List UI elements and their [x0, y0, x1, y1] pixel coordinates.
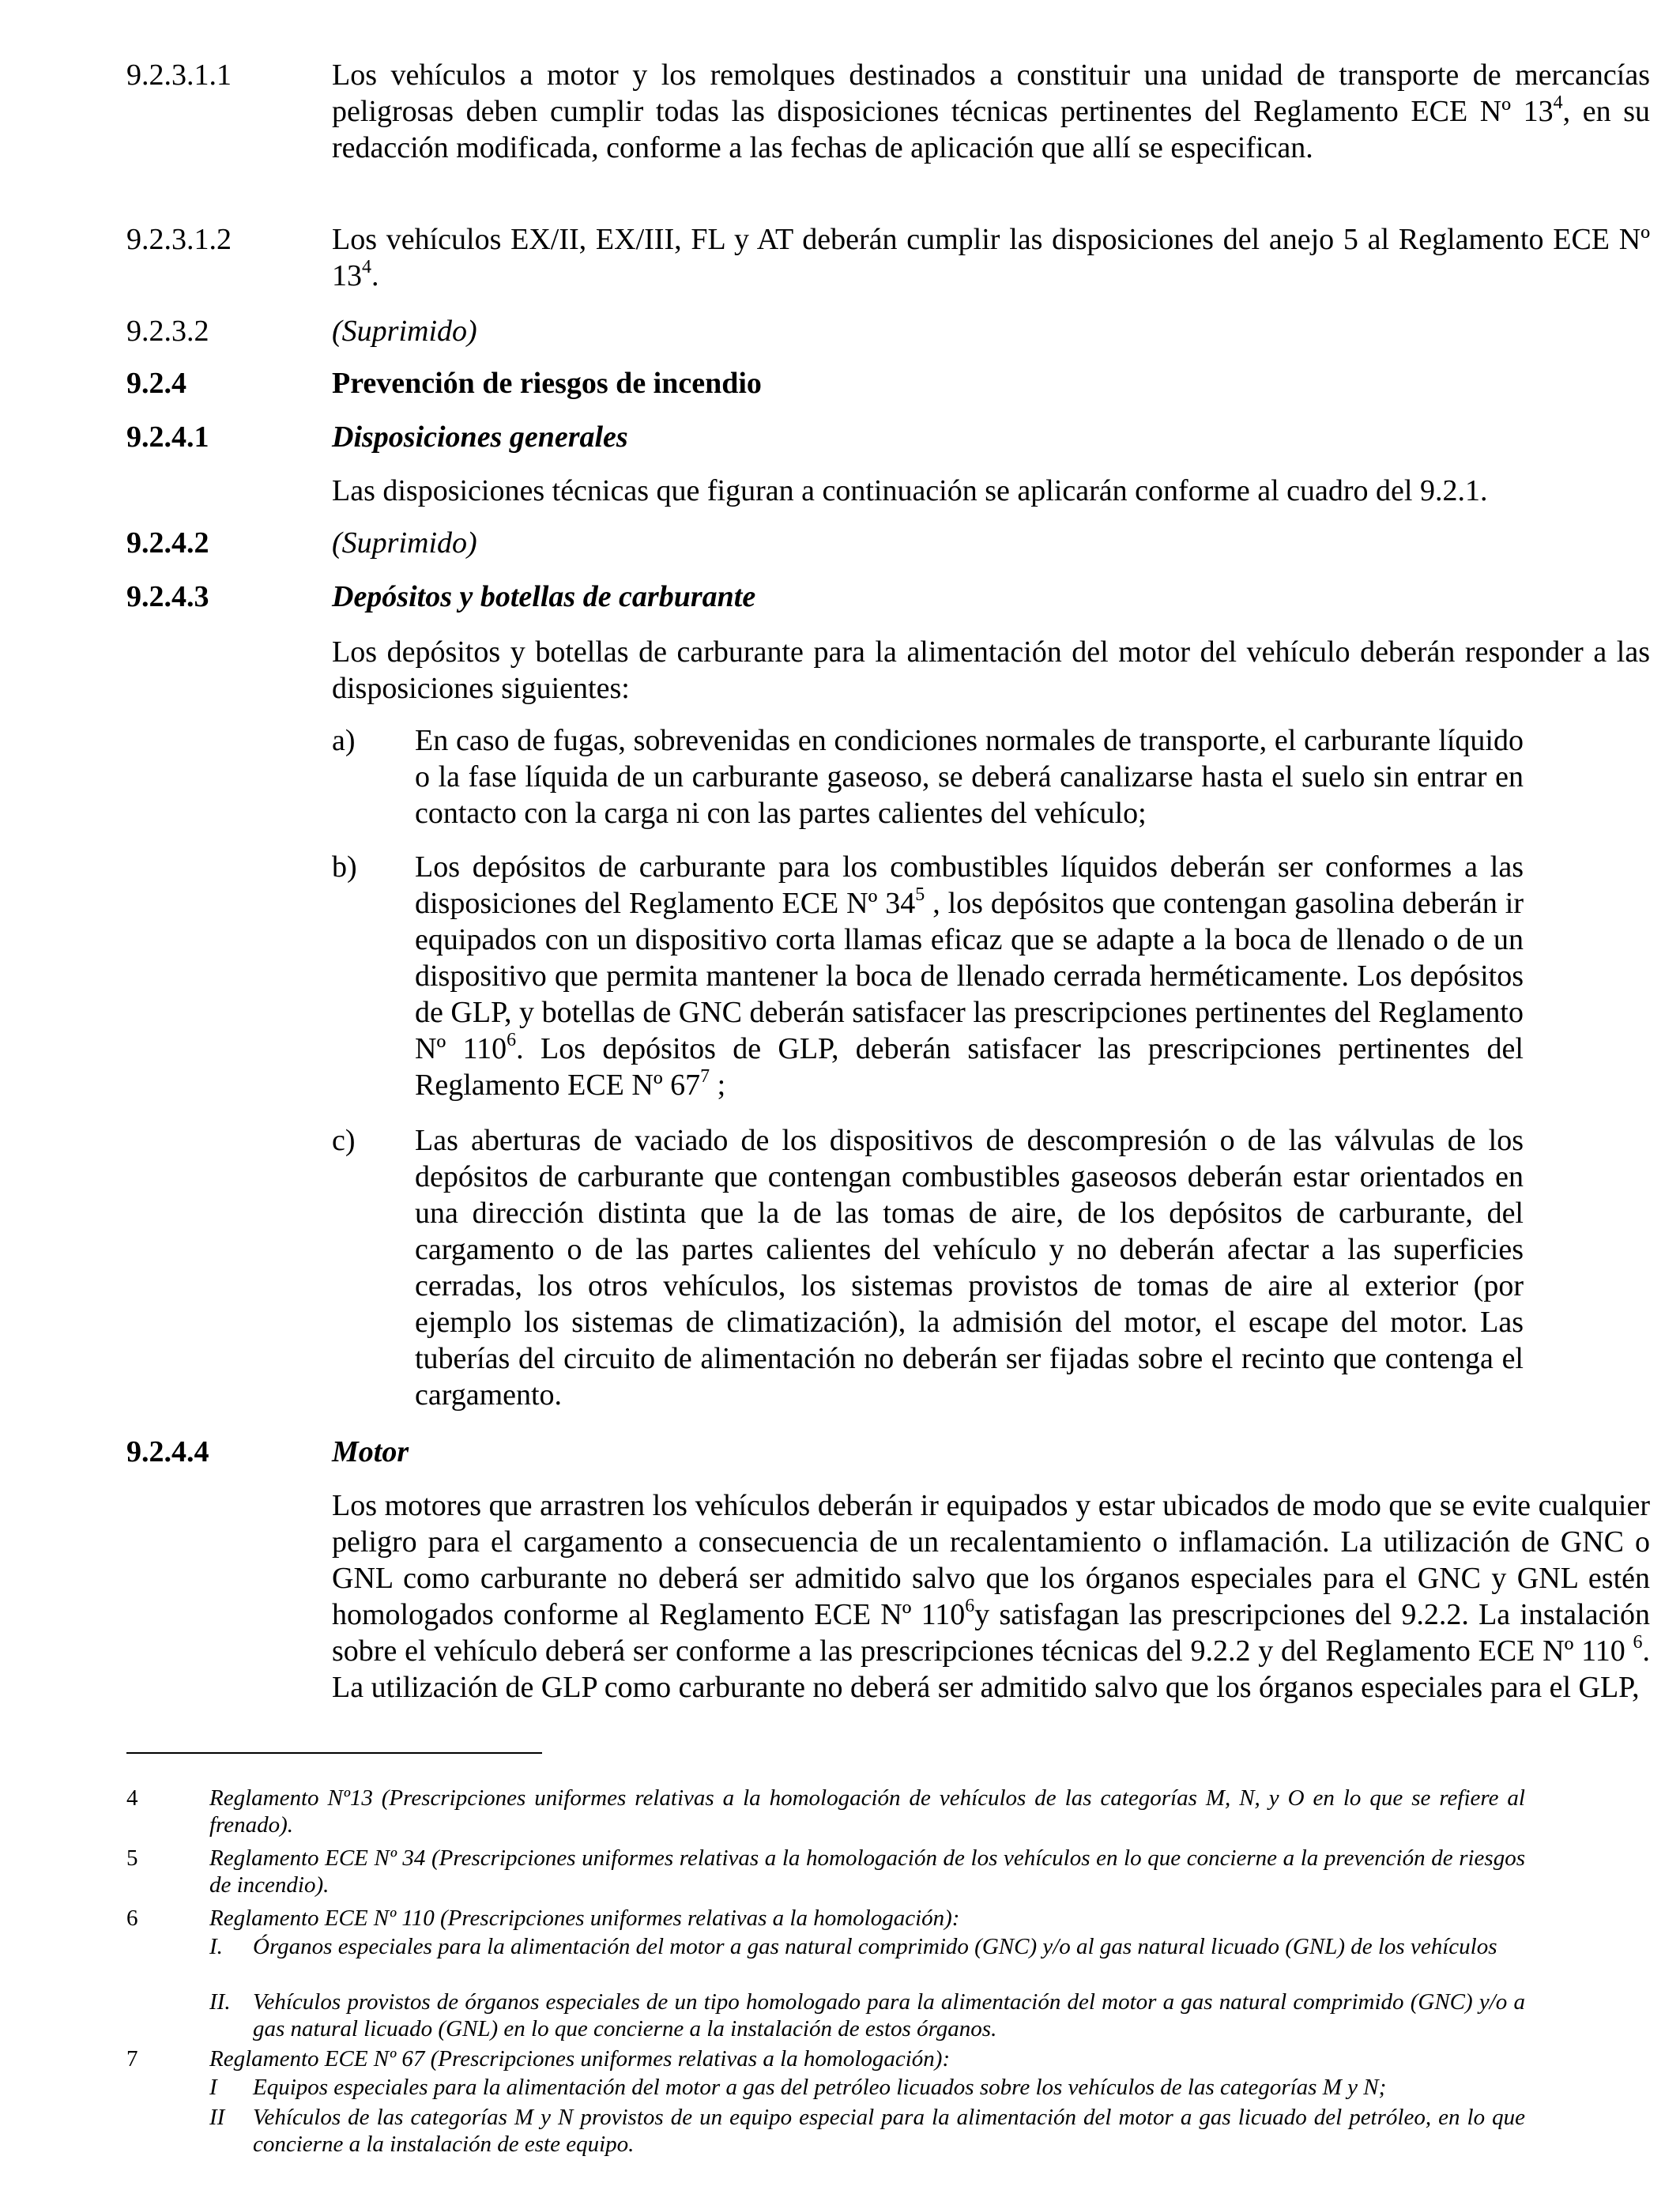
paragraph-text: Los motores que arrastren los vehículos deberán ir equipados y estar ubicados de modo que se evite cualquier peligro para el cargamento a consecuencia de un recalentamiento o inflamación. La utilización de GNC o GNL como carburante no deberá ser admitido salvo que los órganos especiales para el GNC y GNL estén homologados conforme al Reglamento ECE Nº $110^6y$ satisfagan las prescripciones del 9.2.2. La instalación sobre el vehículo deberá ser conforme a las prescripciones técnicas del 9.2.2 y del Reglamento ECE Nº 110 $^6$. La utilización de GLP como carburante no deberá ser admitido salvo que los órganos especiales para el GLP, — [332, 1489, 1651, 1704]
footnote-text: Reglamento ECE Nº 67 (Prescripciones uniformes relativas a la homologación): — [209, 2046, 951, 2071]
footnote-number: 5 — [126, 1845, 138, 1871]
list-text: En caso de fugas, sobrevenidas en condiciones normales de transporte, el carburante líquido o la fase líquida de un carburante gaseoso, se deberá canalizarse hasta el suelo sin entrar en contacto con la carga ni con las partes calientes del vehículo; — [415, 724, 1524, 830]
heading-text: Disposiciones generales — [332, 420, 628, 454]
heading-text: Motor — [332, 1435, 409, 1468]
footnote-sublabel: I — [209, 2075, 217, 2100]
heading-text: Prevención de riesgos de incendio — [332, 367, 762, 400]
footnote-number: 7 — [126, 2046, 138, 2071]
paragraph-text: (Suprimido) — [332, 315, 477, 348]
list-text: Las aberturas de vaciado de los dispositivos de descompresión o de las válvulas de los depósitos de carburante que contengan combustibles gaseosos deberán estar orientados en una dirección distinta que la de las tomas de aire, de los depósitos de carburante, del cargamento o de las partes calientes del vehículo y no deberán afectar a las superficies cerradas, los otros vehículos, los sistemas provistos de tomas de aire al exterior (por ejemplo los sistemas de climatización), la admisión del motor, el escape del motor. Las tuberías del circuito de alimentación no deberán ser fijadas sobre el recinto que contenga el cargamento. — [415, 1124, 1524, 1412]
list-text: Los depósitos de carburante para los combustibles líquidos deberán ser conformes a las disposiciones del Reglamento ECE Nº $34^5$ , los depósitos que contengan gasolina deberán ir equipados con un dispositivo corta llamas eficaz que se adapte a la boca de llenado o de un dispositivo que permita mantener la boca de llenado cerrada herméticamente. Los depósitos de GLP, y botellas de GNC deberán satisfacer las prescripciones pertinentes del Reglamento Nº $110^6$. Los depósitos de GLP, deberán satisfacer las prescripciones pertinentes del Reglamento ECE Nº $67^7$ ; — [415, 850, 1524, 1102]
footnote-text: Reglamento ECE Nº 110 (Prescripciones uniformes relativas a la homologación): — [209, 1906, 960, 1931]
footnote-subtext: Vehículos provistos de órganos especiales de un tipo homologado para la alimentación del motor a gas natural comprimido (GNC) y/o a gas natural licuado (GNL) en lo que concierne a la instalación de estos órganos. — [253, 1989, 1525, 2041]
section-number: 9.2.4.3 — [126, 580, 209, 613]
paragraph-text: Las disposiciones técnicas que figuran a continuación se aplicarán conforme al cuadro del 9.2.1. — [332, 474, 1488, 507]
footnote-separator — [126, 1752, 542, 1754]
paragraph-text: Los depósitos y botellas de carburante para la alimentación del motor del vehículo deberán responder a las disposiciones siguientes: — [332, 635, 1650, 705]
footnote-subtext: Vehículos de las categorías M y N provistos de un equipo especial para la alimentación del motor a gas licuado del petróleo, en lo que concierne a la instalación de este equipo. — [253, 2105, 1525, 2157]
list-label: c) — [332, 1124, 356, 1157]
section-number: 9.2.3.1.1 — [126, 58, 232, 92]
section-number: 9.2.4.1 — [126, 420, 209, 454]
footnote-sublabel: II. — [209, 1989, 231, 2015]
footnote-text: Reglamento ECE Nº 34 (Prescripciones uniformes relativas a la homologación de los vehículos en lo que concierne a la prevención de riesgos de incendio). — [209, 1845, 1525, 1898]
footnote-sublabel: I. — [209, 1934, 223, 1959]
footnote-subtext: Equipos especiales para la alimentación del motor a gas del petróleo licuados sobre los vehículos de las categorías M y N; — [253, 2075, 1387, 2100]
section-number: 9.2.4.2 — [126, 526, 209, 560]
section-number: 9.2.4.4 — [126, 1435, 209, 1468]
heading-text: Depósitos y botellas de carburante — [332, 580, 756, 613]
list-label: b) — [332, 850, 357, 884]
paragraph-text: Los vehículos EX/II, EX/III, FL y AT deberán cumplir las disposiciones del anejo 5 al Reglamento ECE Nº $13^4$. — [332, 223, 1650, 292]
paragraph-text: Los vehículos a motor y los remolques destinados a constituir una unidad de transporte de mercancías peligrosas deben cumplir todas las disposiciones técnicas pertinentes del Reglamento ECE Nº $13^4$, en su redacción modificada, conforme a las fechas de aplicación que allí se especifican. — [332, 58, 1650, 164]
paragraph-text: (Suprimido) — [332, 526, 477, 560]
footnote-text: Reglamento Nº13 (Prescripciones uniformes relativas a la homologación de vehículos de las categorías M, N, y O en lo que se refiere al frenado). — [209, 1785, 1525, 1838]
footnote-number: 6 — [126, 1906, 138, 1931]
list-label: a) — [332, 724, 356, 757]
section-number: 9.2.3.2 — [126, 315, 209, 348]
footnote-subtext: Órganos especiales para la alimentación del motor a gas natural comprimido (GNC) y/o al gas natural licuado (GNL) de los vehículos — [253, 1934, 1497, 1959]
footnote-number: 4 — [126, 1785, 138, 1811]
section-number: 9.2.4 — [126, 367, 186, 400]
section-number: 9.2.3.1.2 — [126, 223, 232, 256]
footnote-sublabel: II — [209, 2105, 225, 2130]
